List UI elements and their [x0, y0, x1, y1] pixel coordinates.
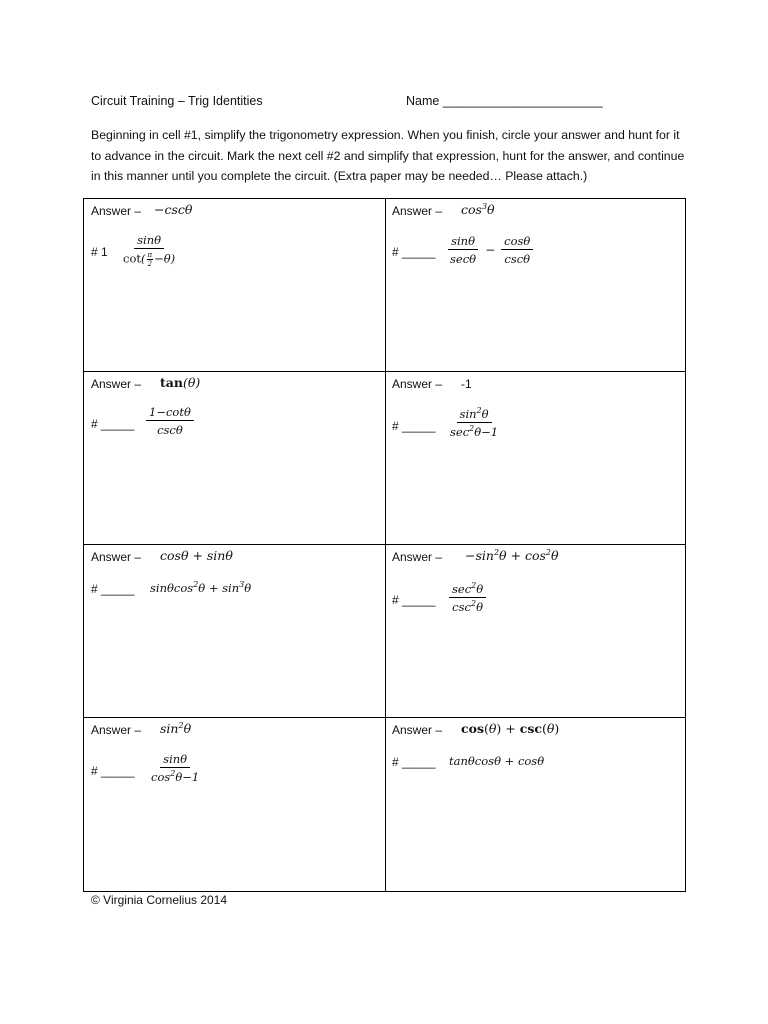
answer-label: Answer –	[91, 377, 142, 391]
circuit-cell-7[interactable]	[84, 718, 385, 891]
answer-label: Answer –	[392, 723, 443, 737]
instructions-text: Beginning in cell #1, simplify the trigonometry expression. When you finish, circle your answer and hunt for it to advance in the circuit. Mark the next cell #2 and simplify that expression, hunt for the answer, and continue in this manner until you complete the circuit. (Extra paper may be needed… Please attach.)	[91, 128, 685, 183]
answer-expression: tan(θ)	[160, 375, 201, 390]
problem-expression: $\frac{\sin\theta}{\cos^2\theta-1}$	[151, 752, 200, 784]
cell-number: # _____	[91, 582, 135, 596]
cell-number: # 1	[91, 245, 108, 259]
cell-number: # _____	[392, 755, 436, 769]
problem-expression: $\frac{\sin^2\theta}{\sec^2\theta-1}$	[450, 406, 499, 439]
answer-expression: cosθ + sinθ	[160, 548, 233, 563]
problem-expression: $\sin\theta\cos^2\theta + \sin^3\theta$	[150, 580, 252, 595]
answer-expression: $\cos^3\theta$	[461, 202, 495, 217]
problem-expression: tanθcosθ + cosθ	[449, 754, 545, 768]
answer-expression: −cscθ	[154, 202, 193, 217]
circuit-cell-3[interactable]	[84, 372, 385, 545]
problem-expression: $\frac{\sin\theta}{\sec\theta}$ − $\frac{\cos\theta}{\csc\theta}$	[447, 234, 533, 266]
answer-label: Answer –	[392, 550, 443, 564]
answer-expression: $\sin^2\theta$	[160, 721, 192, 736]
cell-number: # _____	[392, 245, 436, 259]
problem-expression: $\frac{1-\cot\theta}{\csc\theta}$	[146, 405, 194, 437]
answer-label: Answer –	[91, 550, 142, 564]
name-field[interactable]: Name _______________________	[406, 94, 603, 108]
problem-expression: sinθ cot( $\frac{\pi}{2}$ −θ)	[123, 233, 176, 268]
worksheet-title: Circuit Training – Trig Identities	[91, 94, 263, 108]
answer-label: Answer –	[91, 723, 142, 737]
circuit-cell-4[interactable]	[385, 372, 686, 545]
answer-expression: cos(θ) + csc(θ)	[461, 721, 560, 736]
cell-number: # _____	[91, 417, 135, 431]
answer-label: Answer –	[392, 204, 443, 218]
circuit-cell-5[interactable]	[84, 545, 385, 718]
circuit-cell-1[interactable]	[84, 199, 385, 372]
circuit-cell-8[interactable]	[385, 718, 686, 891]
circuit-grid	[83, 198, 686, 892]
answer-expression: $-\sin^2\theta + \cos^2\theta$	[465, 548, 559, 563]
cell-number: # _____	[392, 593, 436, 607]
cell-number: # _____	[91, 764, 135, 778]
answer-label: Answer –	[392, 377, 443, 391]
problem-expression: $\frac{\sec^2\theta}{\csc^2\theta}$	[449, 582, 486, 614]
circuit-cell-6[interactable]	[385, 545, 686, 718]
circuit-cell-2[interactable]	[385, 199, 686, 372]
cell-number: # _____	[392, 419, 436, 433]
answer-label: Answer –	[91, 204, 142, 218]
copyright-footer: © Virginia Cornelius 2014	[91, 893, 228, 907]
answer-expression: -1	[461, 377, 472, 391]
